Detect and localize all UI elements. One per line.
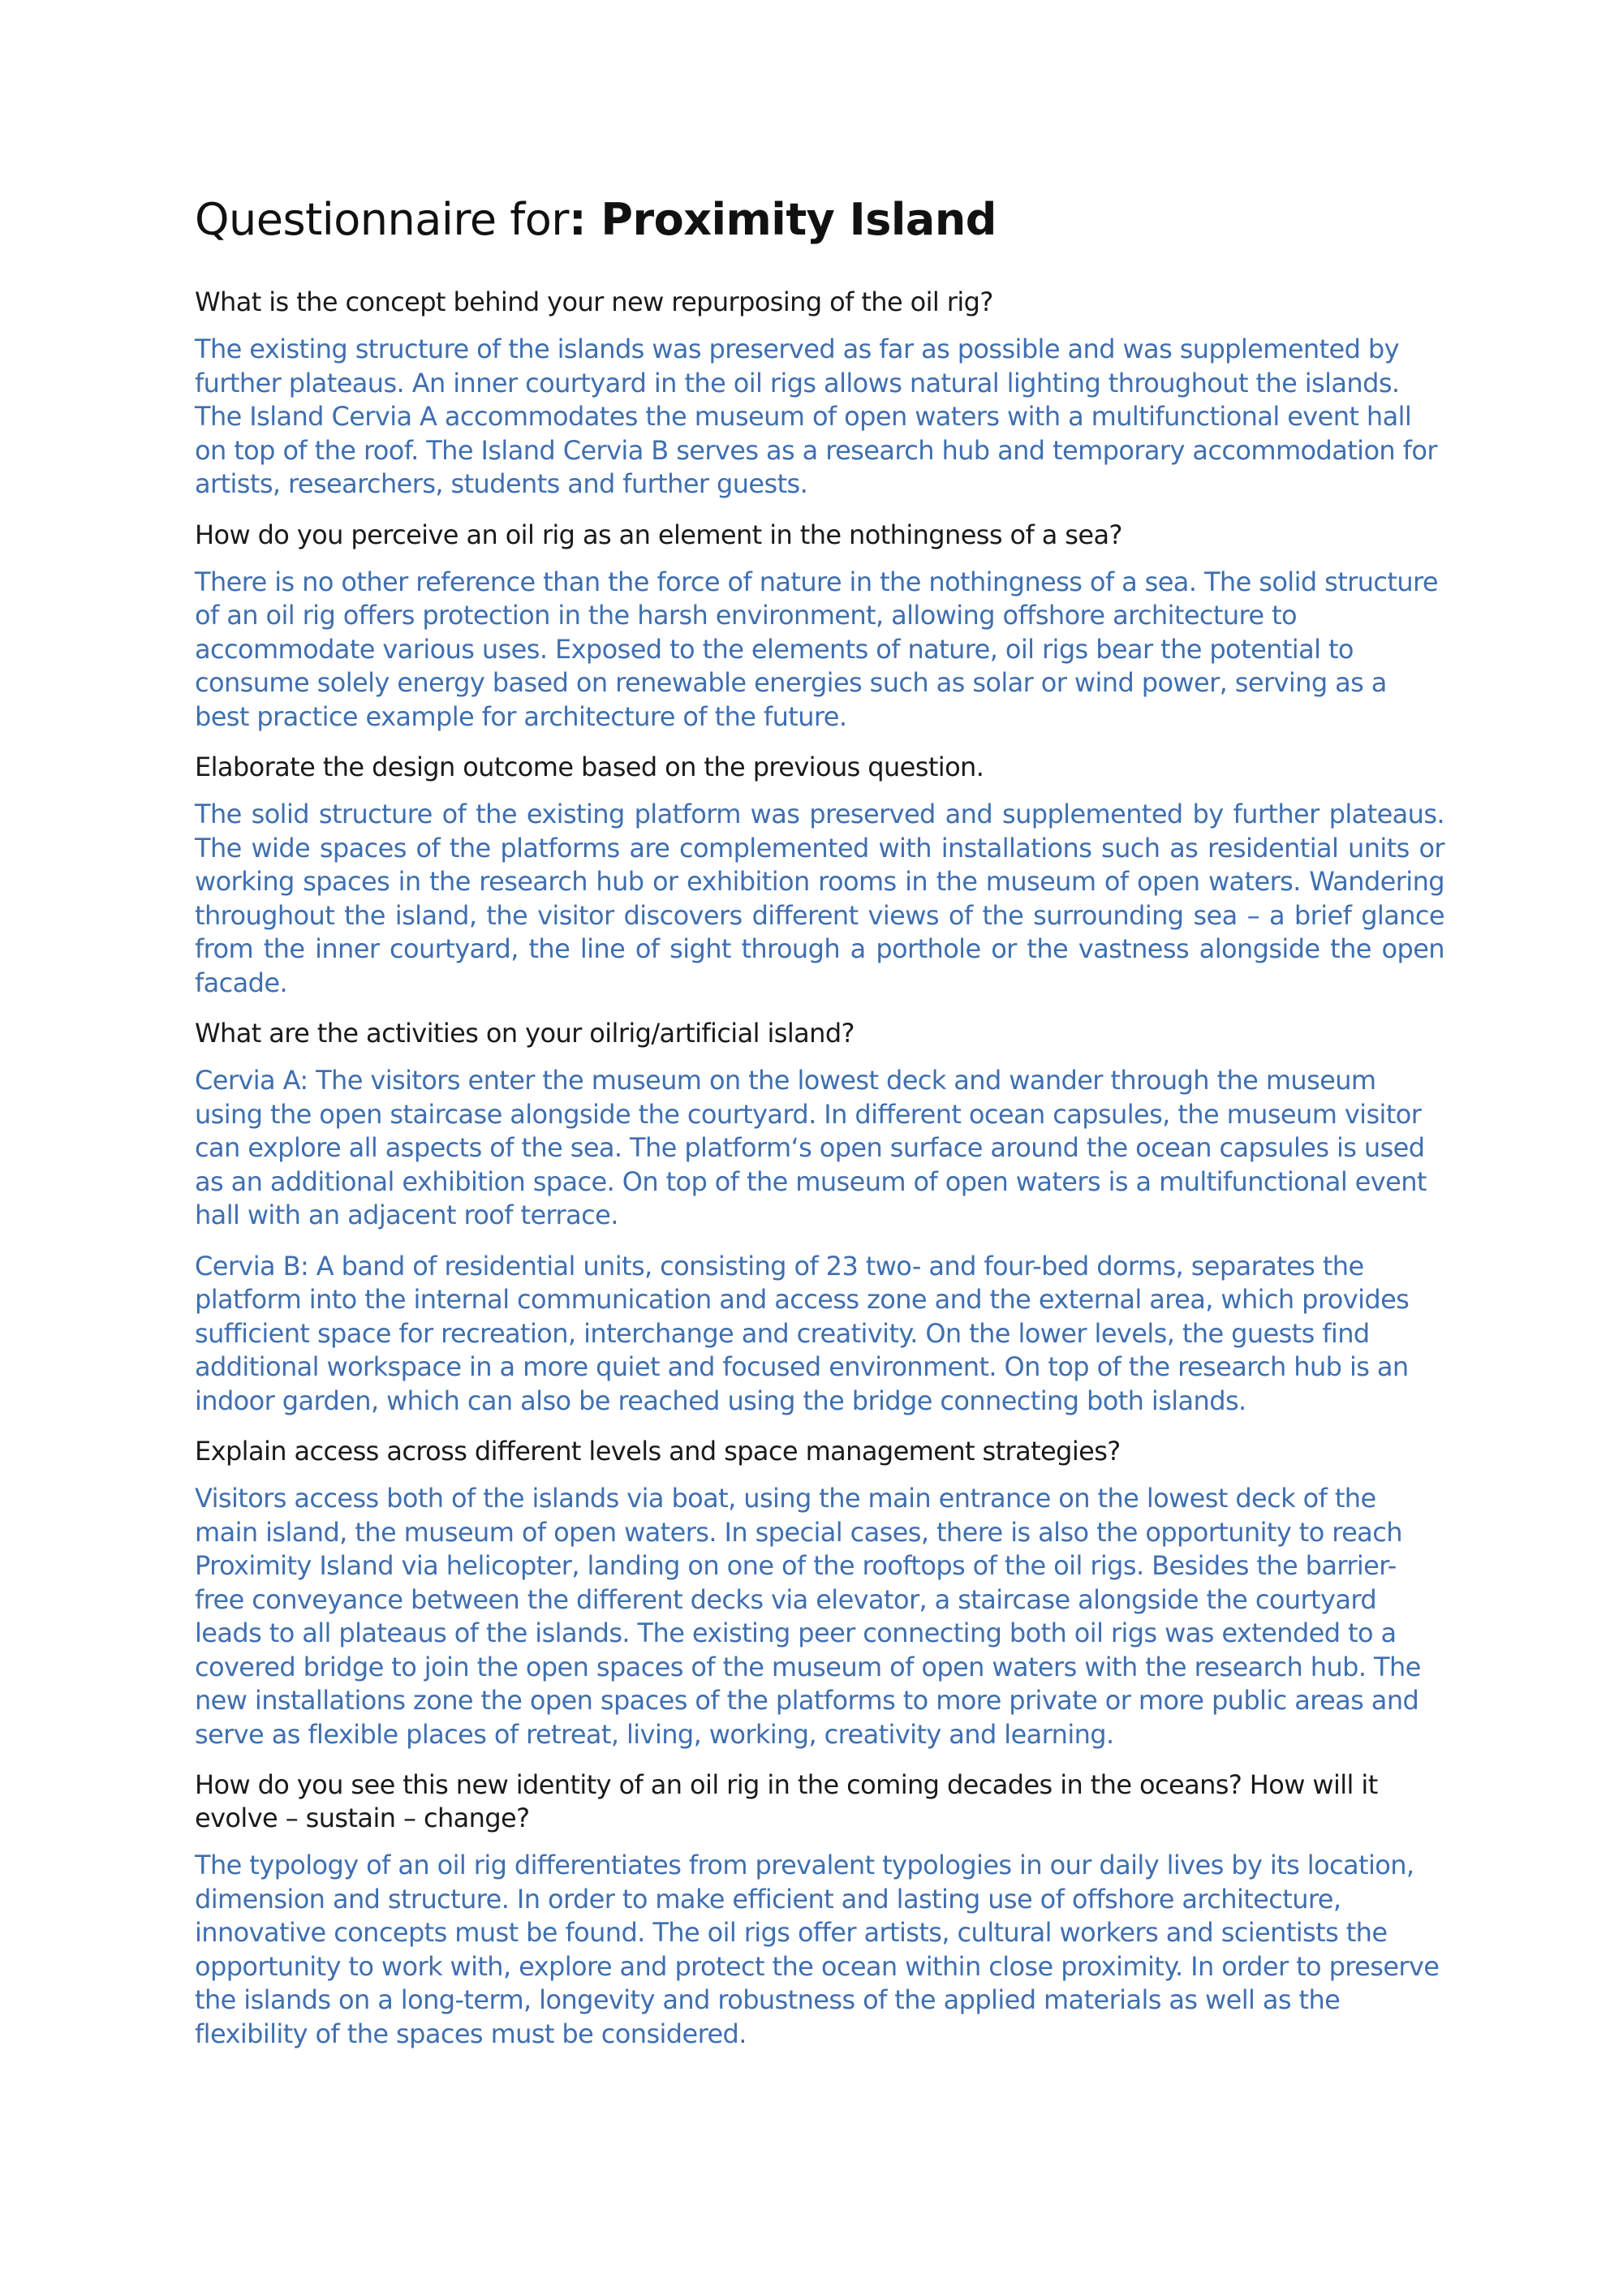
question-1: What is the concept behind your new repurposing of the oil rig? — [195, 286, 993, 318]
question-4: What are the activities on your oilrig/artificial island? — [195, 1018, 855, 1049]
answer-4a: Cervia A: The visitors enter the museum on the lowest deck and wander through the museum using the open staircase alongside the courtyard. In different ocean capsules, the museum visitor can explore all aspects of the sea. The platform‘s open surface around the ocean capsules is used as an additional exhibition space. On top of the museum of open waters is a multifunctional event hall with an adjacent roof terrace. — [195, 1065, 1427, 1231]
question-6: How do you see this new identity of an oil rig in the coming decades in the oceans? How will it evolve – sustain – change? — [195, 1769, 1378, 1834]
page-title — [195, 192, 1444, 248]
answer-6: The typology of an oil rig differentiates from prevalent typologies in our daily lives by its location, dimension and structure. In order to make efficient and lasting use of offshore architecture, innovative concepts must be found. The oil rigs offer artists, cultural workers and scientists the opportunity to work with, explore and protect the ocean within close proximity. In order to preserve the islands on a long-term, longevity and robustness of the applied materials as well as the flexibility of the spaces must be considered. — [195, 1850, 1440, 2049]
document-page — [195, 192, 1444, 2068]
question-5: Explain access across different levels and space management strategies? — [195, 1436, 1121, 1467]
title-prefix: Questionnaire for — [195, 194, 569, 245]
question-2: How do you perceive an oil rig as an element in the nothingness of a sea? — [195, 519, 1122, 550]
answer-4b: Cervia B: A band of residential units, consisting of 23 two- and four-bed dorms, separates the platform into the internal communication and access zone and the external area, which provides sufficient space for recreation, interchange and creativity. On the lower levels, the guests find additional workspace in a more quiet and focused environment. On top of the research hub is an indoor garden, which can also be reached using the bridge connecting both islands. — [195, 1250, 1410, 1416]
answer-1: The existing structure of the islands was preserved as far as possible and was supplemented by further plateaus. An inner courtyard in the oil rigs allows natural lighting throughout the islands. The Island Cervia A accommodates the museum of open waters with a multifunctional event hall on top of the roof. The Island Cervia B serves as a research hub and temporary accommodation for artists, researchers, students and further guests. — [195, 334, 1437, 500]
question-3: Elaborate the design outcome based on the previous question. — [195, 752, 984, 783]
answer-2: There is no other reference than the force of nature in the nothingness of a sea. The solid structure of an oil rig offers protection in the harsh environment, allowing offshore architecture to accommodate various uses. Exposed to the elements of nature, oil rigs bear the potential to consume solely energy based on renewable energies such as solar or wind power, serving as a best practice example for architecture of the future. — [195, 566, 1438, 732]
title-name: : Proximity Island — [569, 194, 997, 245]
answer-5: Visitors access both of the islands via boat, using the main entrance on the lowest deck of the main island, the museum of open waters. In special cases, there is also the opportunity to reach Proximity Island via helicopter, landing on one of the rooftops of the oil rigs. Besides the barrier-free conveyance between the different decks via elevator, a staircase alongside the courtyard leads to all plateaus of the islands. The existing peer connecting both oil rigs was extended to a covered bridge to join the open spaces of the museum of open waters with the research hub. The new installations zone the open spaces of the platforms to more private or more public areas and serve as flexible places of retreat, living, working, creativity and learning. — [195, 1483, 1421, 1750]
answer-3: The solid structure of the existing platform was preserved and supplemented by further plateaus. The wide spaces of the platforms are complemented with installations such as residential units or working spaces in the research hub or exhibition rooms in the museum of open waters. Wandering throughout the island, the visitor discovers different views of the surrounding sea – a brief glance from the inner courtyard, the line of sight through a porthole or the vastness alongside the open facade. — [195, 799, 1444, 998]
